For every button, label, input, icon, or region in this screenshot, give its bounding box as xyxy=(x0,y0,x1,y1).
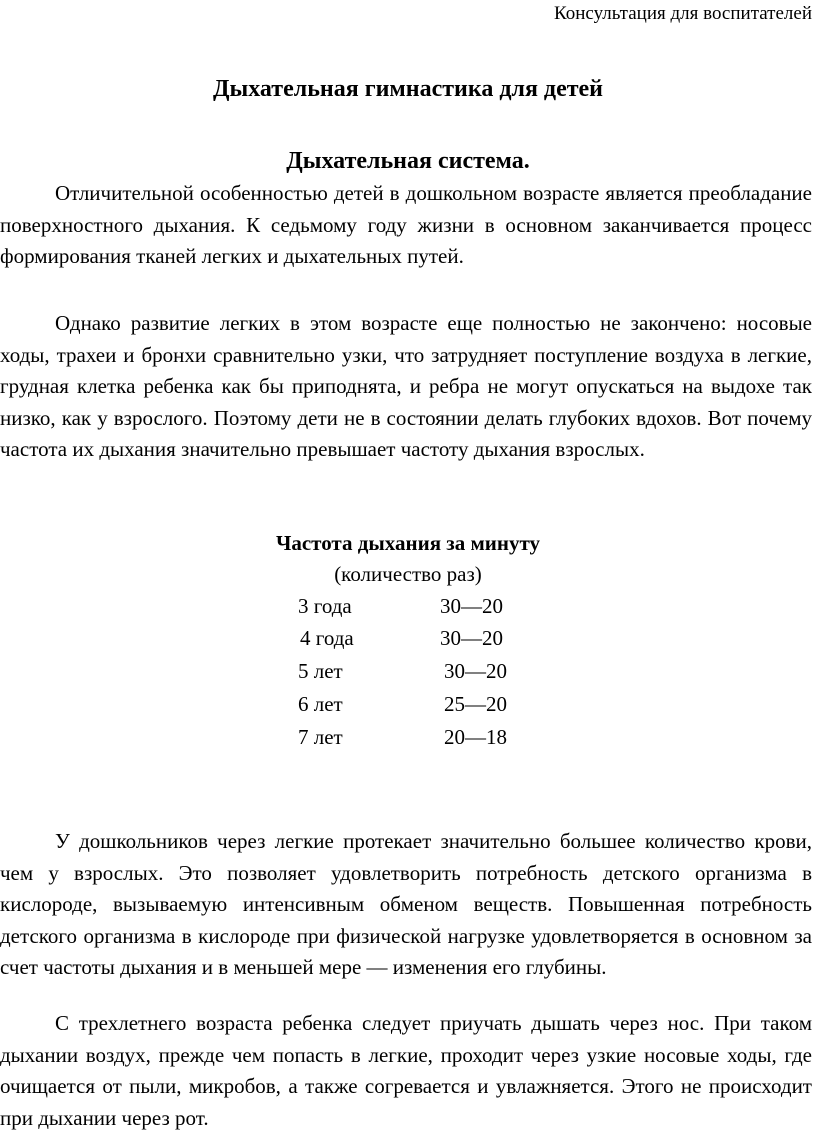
age-cell: 7 лет xyxy=(298,725,343,749)
section-title: Дыхательная система. xyxy=(286,148,530,174)
rate-cell: 30—20 xyxy=(440,594,503,618)
paragraph-1: Отличительной особенностью детей в дошкольном возрасте является преобладание поверхностного дыхания. К седьмому году жизни в основном заканчивается процесс формирования тканей легких и дыхательных путей. xyxy=(0,181,812,269)
paragraph-4: С трехлетнего возраста ребенка следует приучать дышать через нос. При таком дыхании воздух, прежде чем попасть в легкие, проходит через узкие носовые ходы, где очищается от пыли, микробов, а также согревается и увлажняется. Этого не происходит при дыхании через рот. xyxy=(0,1011,812,1130)
document-title: Дыхательная гимнастика для детей xyxy=(212,76,603,102)
age-cell: 3 года xyxy=(298,594,352,618)
rate-cell: 20—18 xyxy=(444,725,507,749)
breathing-table-row xyxy=(0,590,816,622)
age-cell: 5 лет xyxy=(298,659,343,683)
age-cell: 4 года xyxy=(300,626,354,650)
breathing-table-row xyxy=(0,688,816,720)
breathing-table-row xyxy=(0,721,816,753)
breathing-table-row xyxy=(0,655,816,687)
breathing-table-subtitle: (количество раз) xyxy=(334,562,482,586)
paragraph-2: Однако развитие легких в этом возрасте еще полностью не закончено: носовые ходы, трахеи и бронхи сравнительно узки, что затрудняет поступление воздуха в легкие, грудная клетка ребенка как бы приподнята, и ребра не могут опускаться на выдохе так низко, как у взрослого. Поэтому дети не в состоянии делать глубоких вдохов. Вот почему частота их дыхания значительно превышает частоту дыхания взрослых. xyxy=(0,311,812,462)
rate-cell: 30—20 xyxy=(444,659,507,683)
paragraph-3: У дошкольников через легкие протекает значительно большее количество крови, чем у взрослых. Это позволяет удовлетворить потребность детского организма в кислороде, вызываемую интенсивным обменом веществ. Повышенная потребность детского организма в кислороде при физической нагрузке удовлетворяется в основном за счет частоты дыхания и в меньшей мере — изменения его глубины. xyxy=(0,829,812,980)
rate-cell: 25—20 xyxy=(444,692,507,716)
header-note: Консультация для воспитателей xyxy=(554,3,812,24)
breathing-table-title: Частота дыхания за минуту xyxy=(275,531,541,555)
rate-cell: 30—20 xyxy=(440,626,503,650)
breathing-table-row xyxy=(0,622,816,654)
age-cell: 6 лет xyxy=(298,692,343,716)
